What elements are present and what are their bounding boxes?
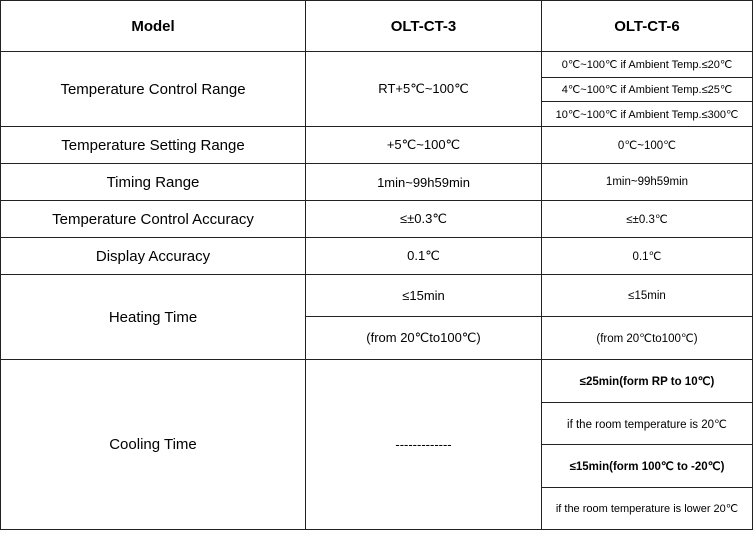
- ct6-heating-time-1: ≤15min: [542, 275, 753, 317]
- ct3-heating-time-2: (from 20℃to100℃): [306, 317, 542, 360]
- row-label-cooling-time: Cooling Time: [1, 360, 306, 530]
- ct3-timing-range: 1min~99h59min: [306, 164, 542, 201]
- ct3-temp-control-accuracy: ≤±0.3℃: [306, 201, 542, 238]
- ct6-temp-control-range-1: 0℃~100℃ if Ambient Temp.≤20℃: [542, 52, 753, 78]
- ct6-cooling-time-2: if the room temperature is 20℃: [542, 403, 753, 445]
- table-row: [1, 360, 753, 403]
- ct3-temp-control-range: RT+5℃~100℃: [306, 52, 542, 127]
- table-row: [1, 52, 753, 78]
- ct6-display-accuracy: 0.1℃: [542, 238, 753, 275]
- ct6-temp-control-range-2: 4℃~100℃ if Ambient Temp.≤25℃: [542, 78, 753, 102]
- table-row: [1, 238, 753, 275]
- row-label-temp-control-accuracy: Temperature Control Accuracy: [1, 201, 306, 238]
- ct6-cooling-time-4: if the room temperature is lower 20℃: [542, 488, 753, 530]
- ct3-display-accuracy: 0.1℃: [306, 238, 542, 275]
- ct6-cooling-time-3: ≤15min(form 100℃ to -20℃): [542, 445, 753, 488]
- ct6-cooling-time-1: ≤25min(form RP to 10℃): [542, 360, 753, 403]
- table-row: [1, 201, 753, 238]
- header-row: [1, 1, 753, 52]
- table-row: [1, 164, 753, 201]
- row-label-heating-time: Heating Time: [1, 275, 306, 360]
- ct6-temp-control-range-3: 10℃~100℃ if Ambient Temp.≤300℃: [542, 102, 753, 127]
- ct6-timing-range: 1min~99h59min: [542, 164, 753, 201]
- header-model: Model: [1, 1, 306, 52]
- row-label-display-accuracy: Display Accuracy: [1, 238, 306, 275]
- row-label-temp-control-range: Temperature Control Range: [1, 52, 306, 127]
- ct3-heating-time-1: ≤15min: [306, 275, 542, 317]
- row-label-timing-range: Timing Range: [1, 164, 306, 201]
- ct3-cooling-time: -------------: [306, 360, 542, 530]
- ct6-temp-control-accuracy: ≤±0.3℃: [542, 201, 753, 238]
- table-row: [1, 127, 753, 164]
- table-row: [1, 275, 753, 317]
- header-olt-ct-6: OLT-CT-6: [542, 1, 753, 52]
- row-label-temp-setting-range: Temperature Setting Range: [1, 127, 306, 164]
- ct3-temp-setting-range: +5℃~100℃: [306, 127, 542, 164]
- header-olt-ct-3: OLT-CT-3: [306, 1, 542, 52]
- ct6-temp-setting-range: 0℃~100℃: [542, 127, 753, 164]
- ct6-heating-time-2: (from 20℃to100℃): [542, 317, 753, 360]
